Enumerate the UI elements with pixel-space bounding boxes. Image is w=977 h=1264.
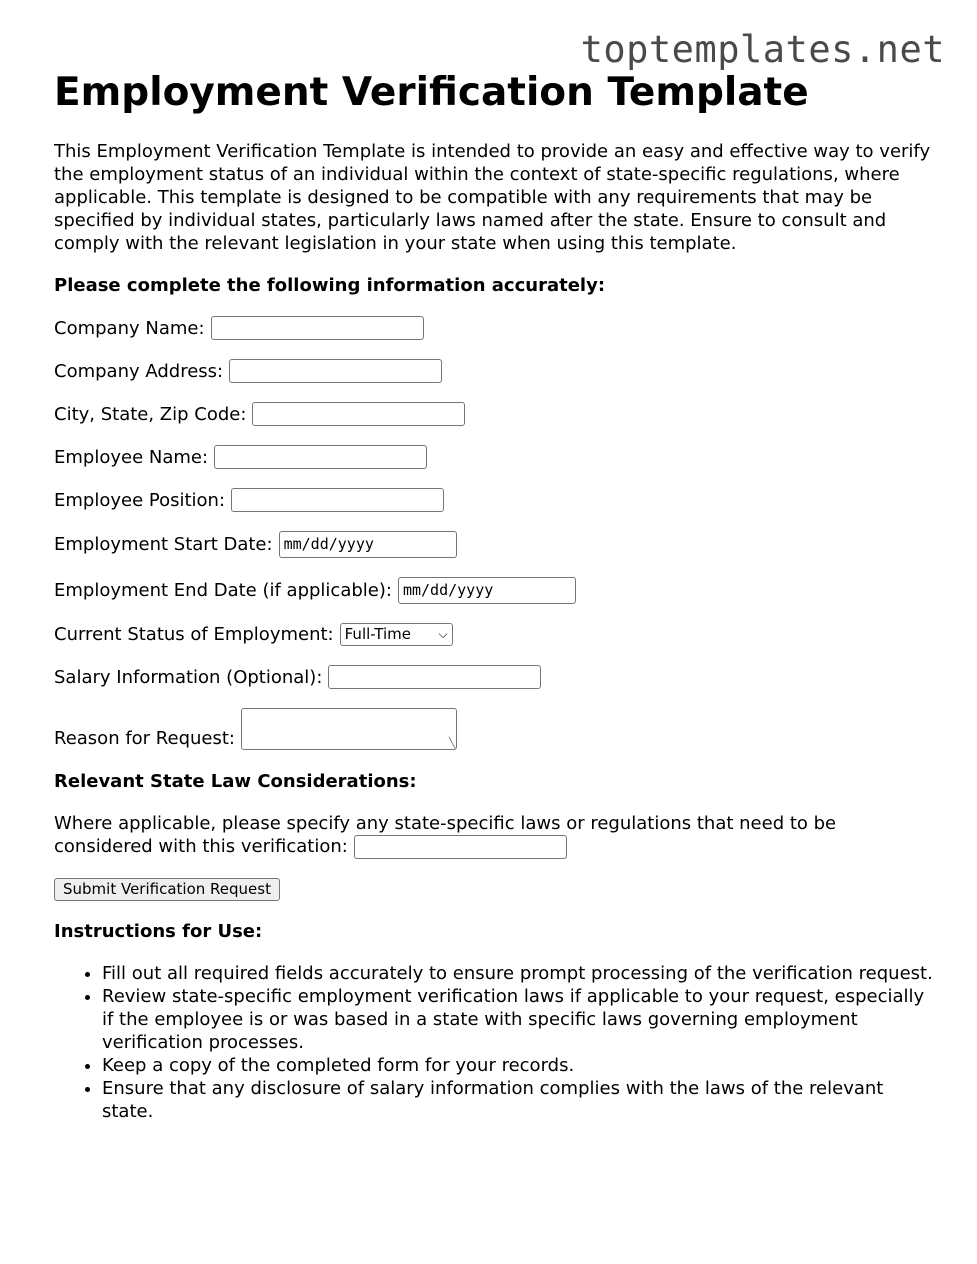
company-address-input[interactable]	[229, 359, 442, 383]
company-name-input[interactable]	[211, 316, 424, 340]
state-law-heading: Relevant State Law Considerations:	[54, 771, 417, 792]
watermark: toptemplates.net	[580, 28, 945, 71]
end-date-row	[54, 577, 934, 604]
start-date-row	[54, 531, 934, 558]
start-date-label: Employment Start Date:	[54, 534, 273, 555]
status-row	[54, 623, 934, 646]
document-body	[54, 70, 934, 1123]
employee-position-label: Employee Position:	[54, 489, 226, 511]
list-item: • Review state-specific employment verification laws if applicable to your request, especially if the employee is or was based in a state with specific laws governing employment verification processes.	[102, 985, 934, 1054]
employee-name-input[interactable]	[214, 445, 427, 469]
company-name-row	[54, 316, 934, 340]
status-select[interactable]	[340, 623, 453, 646]
company-address-row	[54, 359, 934, 383]
reason-row	[54, 708, 934, 750]
form-prompt: Please complete the following information accurately:	[54, 275, 606, 296]
company-address-label: Company Address:	[54, 360, 224, 382]
list-item: • Keep a copy of the completed form for your records.	[102, 1054, 934, 1077]
city-state-zip-label: City, State, Zip Code:	[54, 403, 247, 425]
employee-position-input[interactable]	[231, 488, 444, 512]
city-state-zip-row	[54, 402, 934, 426]
salary-input[interactable]	[328, 665, 541, 689]
salary-row	[54, 665, 934, 689]
employee-position-row	[54, 488, 934, 512]
page-title: Employment Verification Template	[54, 70, 809, 115]
intro-paragraph: This Employment Verification Template is intended to provide an easy and effective way to verify the employment status of an individual within the context of state-specific regulations, where applicable. This template is designed to be compatible with any requirements that may be specified by individual states, particularly laws named after the state. Ensure to consult and comply with the relevant legislation in your state when using this template.	[54, 141, 931, 254]
resize-grip-icon[interactable]: ╲	[448, 738, 455, 749]
instructions-heading: Instructions for Use:	[54, 921, 263, 942]
end-date-label: Employment End Date (if applicable):	[54, 580, 392, 601]
start-date-input[interactable]: mm/dd/yyyy	[279, 531, 457, 558]
chevron-down-icon: ⌵	[438, 627, 448, 641]
reason-label: Reason for Request:	[54, 728, 235, 749]
submit-button[interactable]: Submit Verification Request	[54, 878, 280, 901]
employee-name-label: Employee Name:	[54, 446, 209, 468]
reason-textarea[interactable]	[241, 708, 457, 750]
city-state-zip-input[interactable]	[252, 402, 465, 426]
list-item: • Fill out all required fields accurately to ensure prompt processing of the verification request.	[102, 962, 934, 985]
salary-label: Salary Information (Optional):	[54, 666, 323, 688]
state-law-input[interactable]	[354, 835, 567, 859]
employee-name-row	[54, 445, 934, 469]
state-law-paragraph	[54, 812, 934, 859]
status-label: Current Status of Employment:	[54, 624, 334, 645]
instructions-list	[54, 962, 934, 1123]
list-item: • Ensure that any disclosure of salary information complies with the laws of the relevant state.	[102, 1077, 934, 1123]
state-law-text: Where applicable, please specify any state-specific laws or regulations that need to be considered with this verification:	[54, 813, 837, 857]
status-selected-value: Full-Time	[344, 625, 412, 643]
end-date-input[interactable]: mm/dd/yyyy	[398, 577, 576, 604]
company-name-label: Company Name:	[54, 317, 205, 339]
